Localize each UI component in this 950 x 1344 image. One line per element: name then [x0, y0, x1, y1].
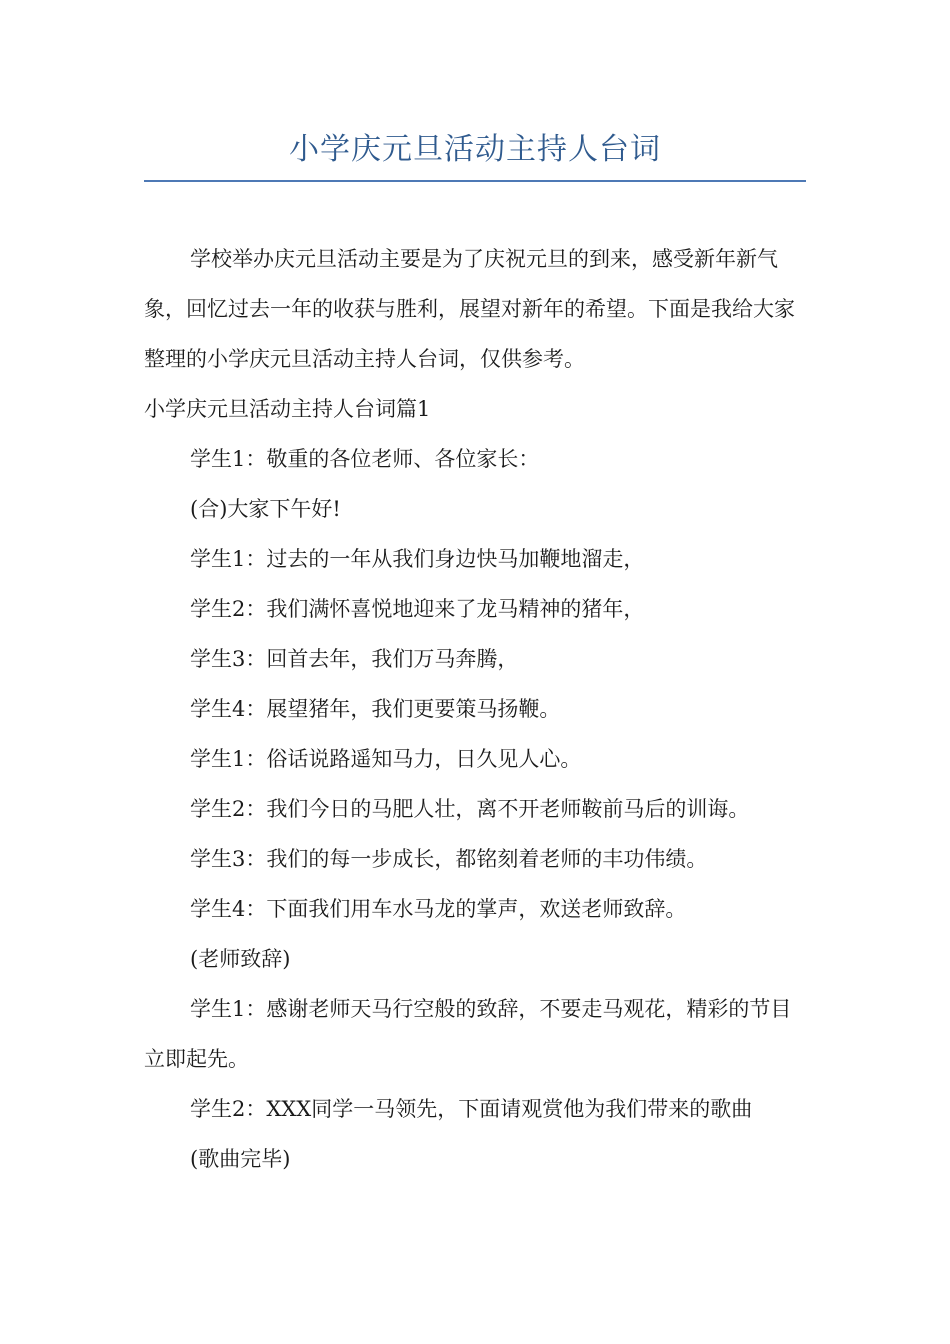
script-line: 学生1：敬重的各位老师、各位家长： [190, 447, 540, 471]
script-line: (歌曲完毕) [190, 1147, 291, 1171]
script-line: 学生1：俗话说路遥知马力，日久见人心。 [190, 747, 582, 771]
document-body [144, 234, 806, 1184]
script-line: 学生2：我们满怀喜悦地迎来了龙马精神的猪年， [190, 597, 645, 621]
script-line: (合)大家下午好! [190, 497, 341, 521]
script-line: 学生1：过去的一年从我们身边快马加鞭地溜走， [190, 547, 645, 571]
script-line: 学生1：感谢老师天马行空般的致辞，不要走马观花，精彩的节目立即起先。 [144, 997, 792, 1071]
intro-paragraph: 学校举办庆元旦活动主要是为了庆祝元旦的到来，感受新年新气象，回忆过去一年的收获与胜利，展望对新年的希望。下面是我给大家整理的小学庆元旦活动主持人台词，仅供参考。 [144, 247, 795, 371]
script-line: (老师致辞) [190, 947, 291, 971]
script-line: 学生4：展望猪年，我们更要策马扬鞭。 [190, 697, 561, 721]
section-heading: 小学庆元旦活动主持人台词篇1 [144, 397, 431, 421]
document-title: 小学庆元旦活动主持人台词 [289, 132, 661, 167]
script-line: 学生3：回首去年，我们万马奔腾， [190, 647, 519, 671]
title-underline [144, 180, 806, 182]
script-line: 学生2：XXX同学一马领先，下面请观赏他为我们带来的歌曲 [190, 1097, 753, 1121]
script-line: 学生3：我们的每一步成长，都铭刻着老师的丰功伟绩。 [190, 847, 708, 871]
script-line: 学生4：下面我们用车水马龙的掌声，欢送老师致辞。 [190, 897, 687, 921]
script-line: 学生2：我们今日的马肥人壮，离不开老师鞍前马后的训诲。 [190, 797, 750, 821]
